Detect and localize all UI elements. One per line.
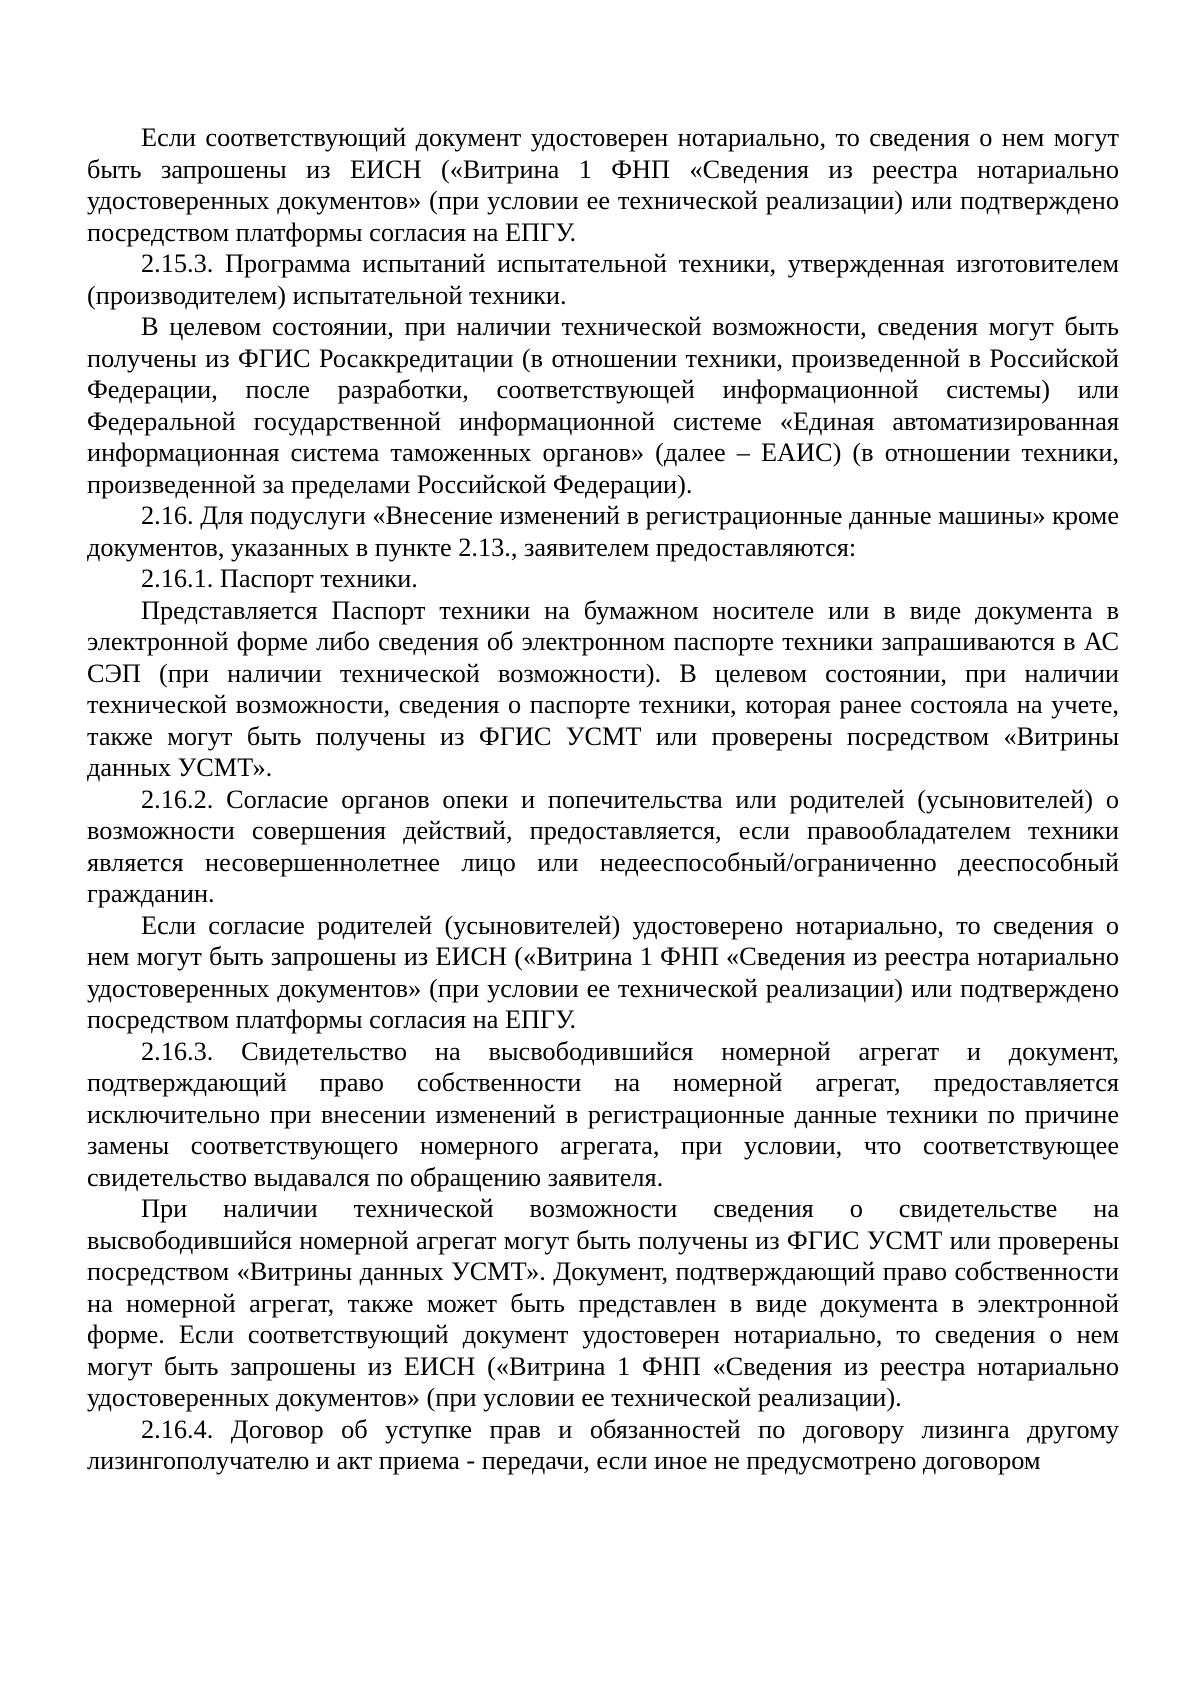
paragraph-2-15-3: 2.15.3. Программа испытаний испытательной техники, утвержденная изготовителем (производителем) испытательной техники. (87, 249, 1119, 310)
document-body (87, 122, 1119, 1477)
paragraph-certificate-info: При наличии технической возможности сведения о свидетельстве на высвободившийся номерной агрегат могут быть получены из ФГИС УСМТ или проверены посредством «Витрины данных УСМТ». Документ, подтверждающий право собственности на номерной агрегат, также может быть представлен в виде документа в электронной форме. Если соответствующий документ удостоверен нотариально, то сведения о нем могут быть запрошены из ЕИСН («Витрина 1 ФНП «Сведения из реестра нотариально удостоверенных документов» (при условии ее технической реализации). (87, 1194, 1119, 1412)
paragraph-2-16: 2.16. Для подуслуги «Внесение изменений в регистрационные данные машины» кроме документов, указанных в пункте 2.13., заявителем предоставляются: (87, 501, 1119, 562)
paragraph-2-16-4: 2.16.4. Договор об уступке прав и обязанностей по договору лизинга другому лизингополучателю и акт приема - передачи, если иное не предусмотрено договором (87, 1414, 1119, 1475)
paragraph-2-16-3: 2.16.3. Свидетельство на высвободившийся номерной агрегат и документ, подтверждающий право собственности на номерной агрегат, предоставляется исключительно при внесении изменений в регистрационные данные техники по причине замены соответствующего номерного агрегата, при условии, что соответствующее свидетельство выдавался по обращению заявителя. (87, 1036, 1119, 1192)
paragraph-target-state: В целевом состоянии, при наличии технической возможности, сведения могут быть получены из ФГИС Росаккредитации (в отношении техники, произведенной в Российской Федерации, после разработки, соответствующей информационной системы) или Федеральной государственной информационной системе «Единая автоматизированная информационная система таможенных органов» (далее – ЕАИС) (в отношении техники, произведенной за пределами Российской Федерации). (87, 312, 1119, 499)
paragraph-parental-consent: Если согласие родителей (усыновителей) удостоверено нотариально, то сведения о нем могут быть запрошены из ЕИСН («Витрина 1 ФНП «Сведения из реестра нотариально удостоверенных документов» (при условии ее технической реализации) или подтверждено посредством платформы согласия на ЕПГУ. (87, 910, 1119, 1034)
paragraph-notary-info: Если соответствующий документ удостоверен нотариально, то сведения о нем могут быть запрошены из ЕИСН («Витрина 1 ФНП «Сведения из реестра нотариально удостоверенных документов» (при условии ее технической реализации) или подтверждено посредством платформы согласия на ЕПГУ. (87, 123, 1119, 247)
paragraph-2-16-1: 2.16.1. Паспорт техники. (141, 564, 418, 593)
paragraph-2-16-2: 2.16.2. Согласие органов опеки и попечительства или родителей (усыновителей) о возможности совершения действий, предоставляется, если правообладателем техники является несовершеннолетнее лицо или недееспособный/ограниченно дееспособный гражданин. (87, 784, 1119, 908)
paragraph-passport-info: Представляется Паспорт техники на бумажном носителе или в виде документа в электронной форме либо сведения об электронном паспорте техники запрашиваются в АС СЭП (при наличии технической возможности). В целевом состоянии, при наличии технической возможности, сведения о паспорте техники, которая ранее состояла на учете, также могут быть получены из ФГИС УСМТ или проверены посредством «Витрины данных УСМТ». (87, 595, 1119, 782)
